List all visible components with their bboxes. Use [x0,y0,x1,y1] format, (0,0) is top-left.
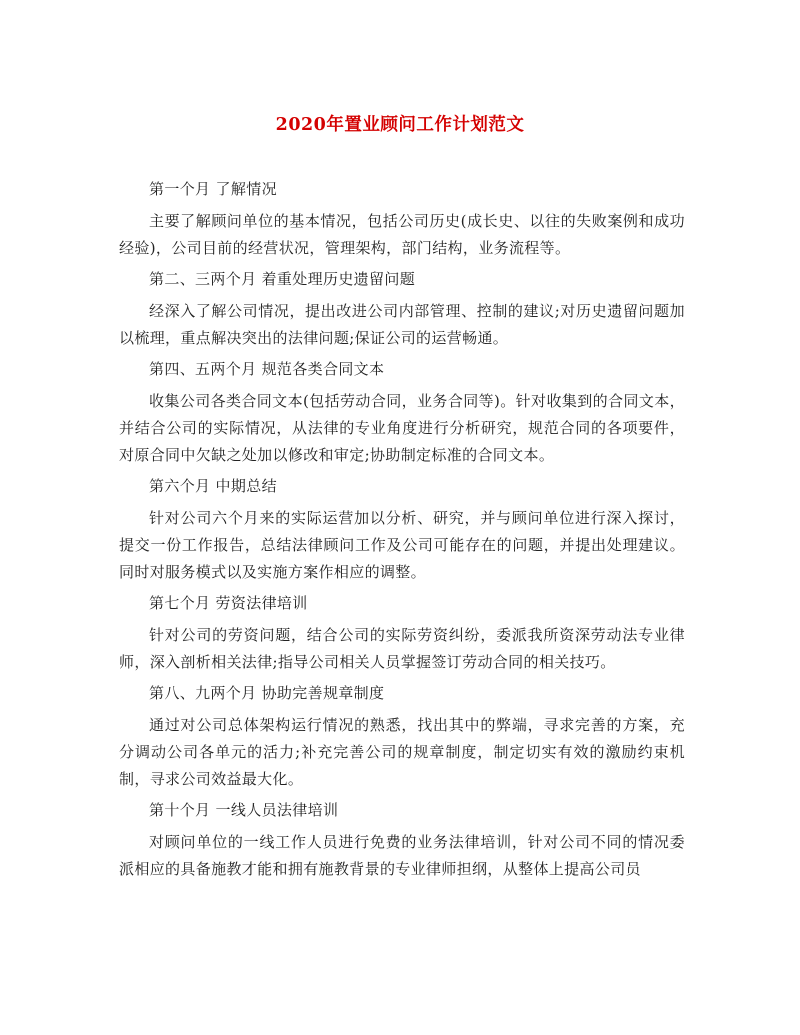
section-paragraph-1: 主要了解顾问单位的基本情况，包括公司历史(成长史、以往的失败案例和成功经验)，公司目前的经营状况，管理架构，部门结构，业务流程等。 [119,211,685,257]
document-title: 2020年置业顾问工作计划范文 [275,115,525,135]
section-paragraph-3: 收集公司各类合同文本(包括劳动合同，业务合同等)。针对收集到的合同文本，并结合公司的实际情况，从法律的专业角度进行分析研究，规范合同的各项要件，对原合同中欠缺之处加以修改和审定;协助制定标准的合同文本。 [119,391,685,464]
section-paragraph-7: 对顾问单位的一线工作人员进行免费的业务法律培训，针对公司不同的情况委派相应的具备施教才能和拥有施教背景的专业律师担纲，从整体上提高公司员 [119,832,685,878]
section-heading-1: 第一个月 了解情况 [149,180,277,198]
section-heading-6: 第八、九两个月 协助完善规章制度 [149,684,385,702]
section-heading-4: 第六个月 中期总结 [149,477,277,495]
section-paragraph-2: 经深入了解公司情况，提出改进公司内部管理、控制的建议;对历史遗留问题加以梳理，重点解决突出的法律问题;保证公司的运营畅通。 [119,301,685,347]
section-paragraph-6: 通过对公司总体架构运行情况的熟悉，找出其中的弊端，寻求完善的方案，充分调动公司各单元的活力;补充完善公司的规章制度，制定切实有效的激励约束机制，寻求公司效益最大化。 [119,715,685,788]
section-heading-2: 第二、三两个月 着重处理历史遗留问题 [149,270,416,288]
section-paragraph-4: 针对公司六个月来的实际运营加以分析、研究，并与顾问单位进行深入探讨，提交一份工作报告，总结法律顾问工作及公司可能存在的问题，并提出处理建议。同时对服务模式以及实施方案作相应的调整。 [119,508,685,581]
section-heading-5: 第七个月 劳资法律培训 [149,594,308,612]
document-body [119,176,685,887]
section-heading-3: 第四、五两个月 规范各类合同文本 [149,360,385,378]
section-heading-7: 第十个月 一线人员法律培训 [149,801,339,819]
section-paragraph-5: 针对公司的劳资问题，结合公司的实际劳资纠纷，委派我所资深劳动法专业律师，深入剖析相关法律;指导公司相关人员掌握签订劳动合同的相关技巧。 [119,625,685,671]
